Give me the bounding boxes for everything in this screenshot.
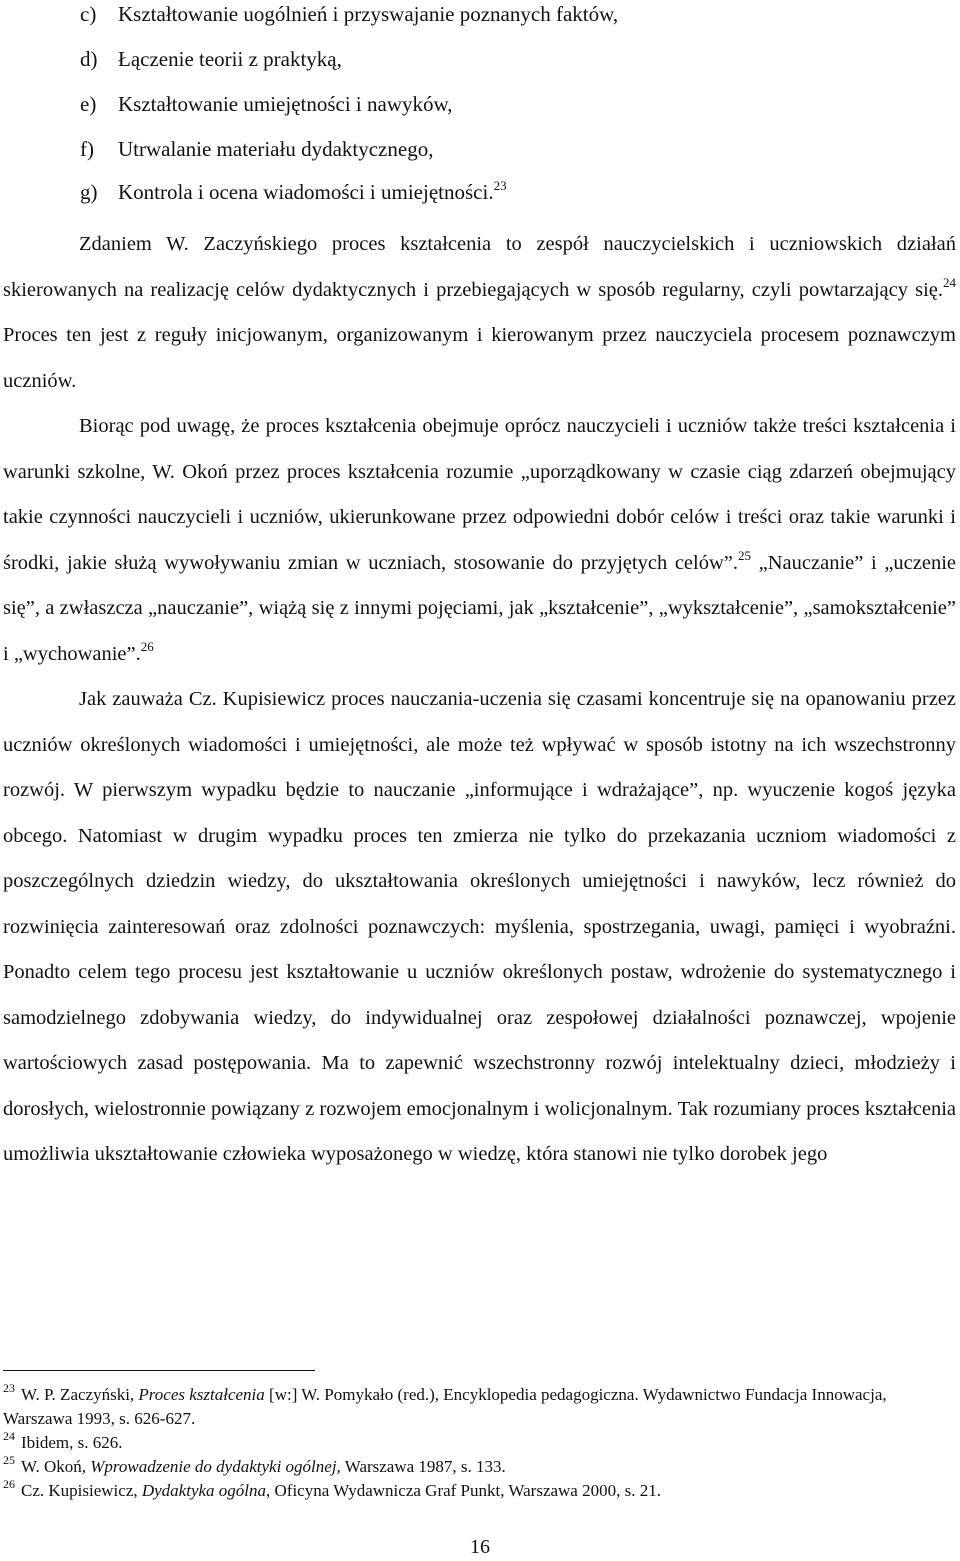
footnote xyxy=(3,1455,956,1479)
paragraph-text: Biorąc pod uwagę, że proces kształcenia obejmuje oprócz nauczycieli i uczniów także treści kształcenia i warunki szkolne, W. Okoń przez proces kształcenia rozumie „uporządkowany w czasie ciąg zdarzeń obejmujący takie czynności nauczycieli i uczniów, ukierunkowane przez odpowiedni dobór celów i treści oraz takie warunki i środki, jakie służą wywoływaniu zmian w uczniach, stosowanie do przyjętych celów”. xyxy=(3,415,956,574)
footnote-number: 25 xyxy=(3,1453,15,1467)
footnote-title: Proces kształcenia xyxy=(138,1385,265,1404)
list-item-text: Łączenie teorii z praktyką, xyxy=(118,47,342,71)
footnote-separator xyxy=(3,1370,315,1371)
footnote-text: [w:] W. Pomykało (red.), Encyklopedia pedagogiczna. Wydawnictwo Fundacja Innowacja, Warszawa 1993, s. 626-627. xyxy=(3,1385,887,1428)
footnote-title: Wprowadzenie do dydaktyki ogólnej, xyxy=(90,1457,341,1476)
footnote xyxy=(3,1479,956,1503)
paragraph xyxy=(3,677,956,1178)
footnote-ref: 23 xyxy=(493,178,507,193)
paragraph-text: Proces ten jest z reguły inicjowanym, organizowanym i kierowanym przez nauczyciela procesem poznawczym uczniów. xyxy=(3,324,956,392)
list-item-text: Utrwalanie materiału dydaktycznego, xyxy=(118,137,434,161)
main-text xyxy=(3,222,956,1178)
list-marker: g) xyxy=(80,180,98,204)
list-item xyxy=(80,2,618,26)
list-item xyxy=(80,47,342,71)
list-marker: d) xyxy=(80,47,98,71)
footnote-ref: 24 xyxy=(943,274,956,290)
paragraph-text: „Nauczanie” i „uczenie się”, a zwłaszcza „nauczanie”, wiążą się z innymi pojęciami, jak „kształcenie”, „wykształcenie”, „samokształcenie” i „wychowanie”. xyxy=(3,551,957,665)
paragraph-text: Zdaniem W. Zaczyńskiego proces kształcenia to zespół nauczycielskich i uczniowskich działań skierowanych na realizację celów dydaktycznych i przebiegających w sposób regularny, czyli powtarzający się. xyxy=(3,233,956,301)
list-marker: c) xyxy=(80,2,97,26)
footnote-text: Warszawa 1987, s. 133. xyxy=(340,1457,506,1476)
paragraph xyxy=(3,222,956,404)
list-item xyxy=(80,92,453,116)
list-item xyxy=(80,137,433,161)
footnotes xyxy=(3,1383,956,1503)
footnote-number: 24 xyxy=(3,1429,15,1443)
footnote xyxy=(3,1431,956,1455)
footnote xyxy=(3,1383,956,1431)
paragraph-text: Jak zauważa Cz. Kupisiewicz proces nauczania-uczenia się czasami koncentruje się na opanowaniu przez uczniów określonych wiadomości i umiejętności, ale może też wpływać w sposób istotny na ich wszechstronny rozwój. W pierwszym wypadku będzie to nauczanie „informujące i wdrażające”, np. wyuczenie kogoś języka obcego. Natomiast w drugim wypadku proces ten zmierza nie tylko do przekazania uczniom wiadomości z poszczególnych dziedzin wiedzy, do ukształtowania określonych umiejętności i nawyków, lecz również do rozwinięcia zainteresowań oraz zdolności poznawczych: myślenia, spostrzegania, uwagi, pamięci i wyobraźni. Ponadto celem tego procesu jest kształtowanie u uczniów określonych postaw, wdrożenie do systematycznego i samodzielnego zdobywania wiedzy, do indywidualnej oraz zespołowej działalności poznawczej, wpojenie wartościowych zasad postępowania. Ma to zapewnić wszechstronny rozwój intelektualny dzieci, młodzieży i dorosłych, wielostronnie powiązany z rozwojem emocjonalnym i wolicjonalnym. Tak rozumiany proces kształcenia umożliwia ukształtowanie człowieka wyposażonego w wiedzę, która stanowi nie tylko dorobek jego xyxy=(3,688,956,1165)
footnote-text: , Oficyna Wydawnicza Graf Punkt, Warszawa 2000, s. 21. xyxy=(266,1481,661,1500)
list-marker: f) xyxy=(80,137,94,161)
list-item xyxy=(80,180,507,204)
footnote-title: Dydaktyka ogólna xyxy=(141,1481,267,1500)
footnote-ref: 26 xyxy=(140,638,154,654)
footnote-text: Ibidem, s. 626. xyxy=(21,1433,123,1452)
list-marker: e) xyxy=(80,92,97,116)
footnote-ref: 25 xyxy=(738,547,752,563)
paragraph xyxy=(3,404,956,677)
footnote-number: 23 xyxy=(3,1381,15,1395)
footnote-number: 26 xyxy=(3,1477,15,1491)
list-item-text: Kształtowanie umiejętności i nawyków, xyxy=(118,92,453,116)
list-item-text: Kształtowanie uogólnień i przyswajanie poznanych faktów, xyxy=(118,2,619,26)
footnote-text: W. Okoń, xyxy=(21,1457,91,1476)
footnote-text: Cz. Kupisiewicz, xyxy=(21,1481,142,1500)
page-number: 16 xyxy=(470,1536,490,1558)
list-item-text: Kontrola i ocena wiadomości i umiejętności. xyxy=(118,180,494,204)
footnote-text: W. P. Zaczyński, xyxy=(21,1385,139,1404)
